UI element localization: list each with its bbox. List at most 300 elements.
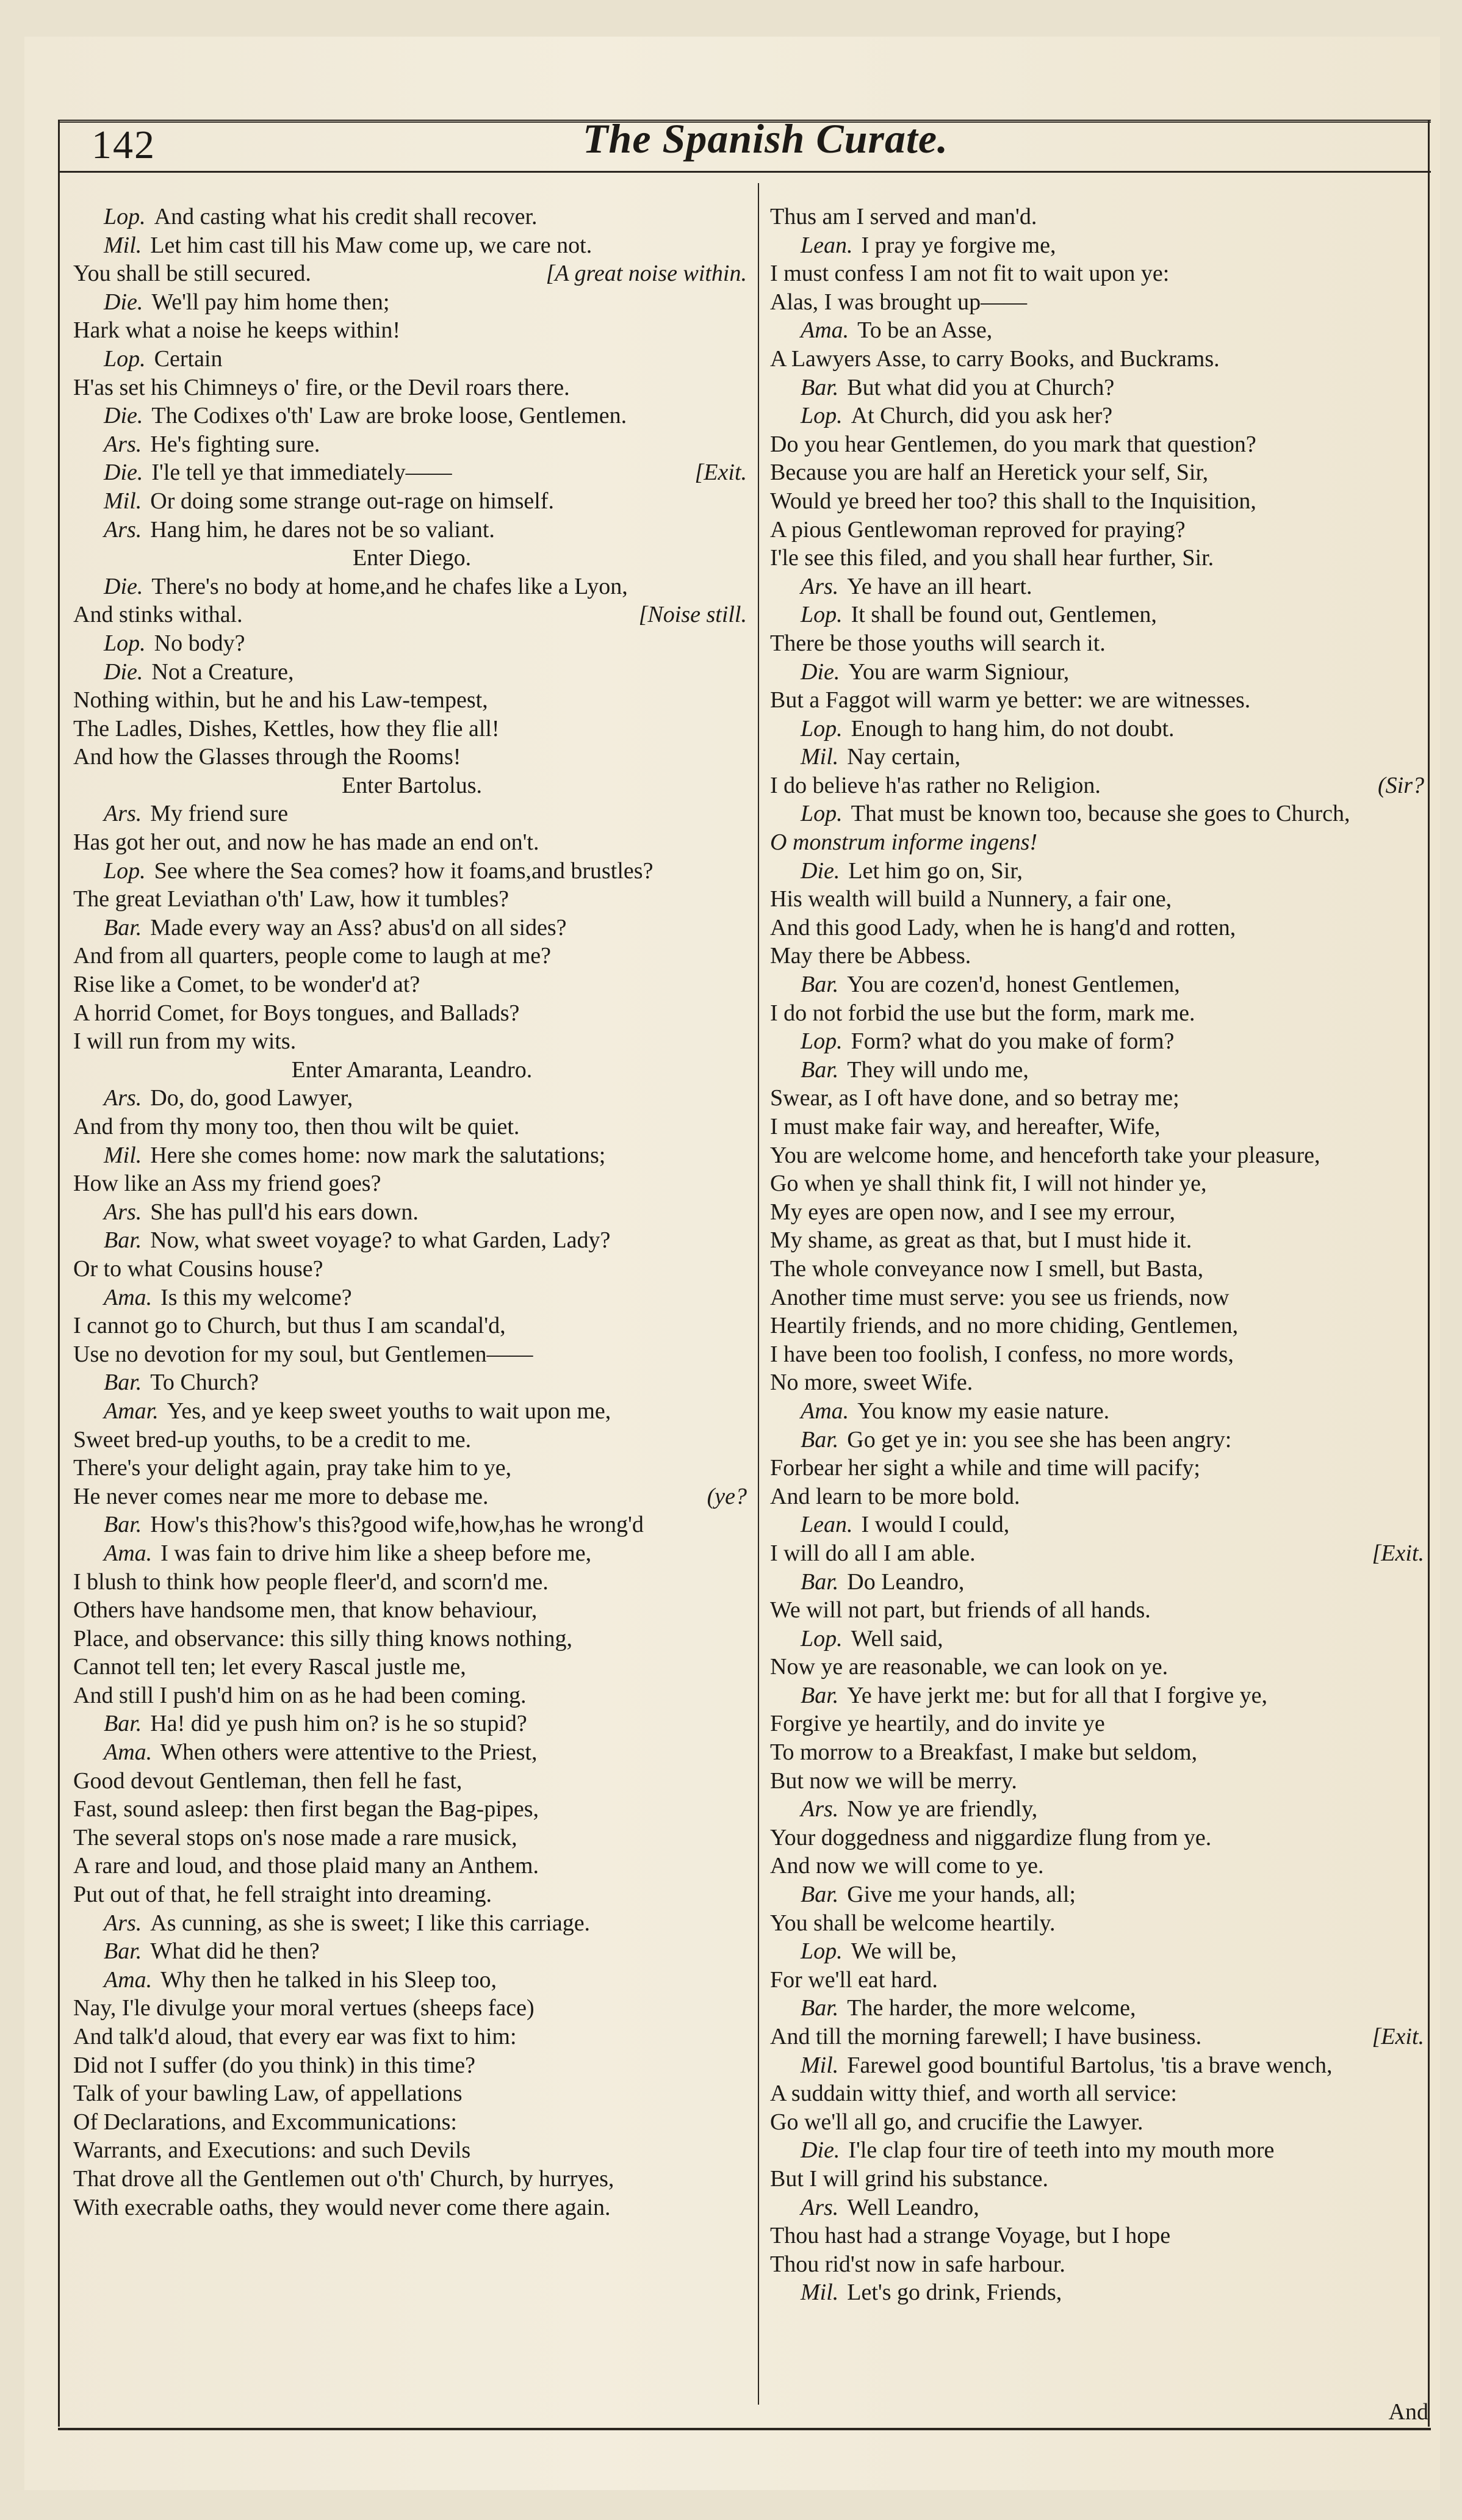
line-text: He's fighting sure.	[150, 431, 320, 457]
verse-line	[770, 1539, 1428, 1568]
line-text: What did he then?	[150, 1938, 320, 1965]
marginal-direction: [Exit.	[1372, 2024, 1424, 2049]
speaker-label: Die.	[801, 2137, 840, 2164]
verse-line	[770, 1511, 1428, 1539]
line-text: You shall be welcome heartily.	[770, 1910, 1056, 1936]
line-text: I pray ye forgive me,	[861, 232, 1056, 258]
stage-direction	[73, 1056, 751, 1085]
speaker-label: Lop.	[801, 1028, 843, 1055]
speaker-label: Die.	[801, 659, 840, 685]
line-text: That must be known too, because she goes to Church,	[851, 801, 1350, 827]
verse-line	[73, 857, 751, 886]
speaker-label: Ama.	[104, 1284, 153, 1310]
verse-line	[770, 1056, 1428, 1085]
line-text: But I will grind his substance.	[770, 2165, 1048, 2192]
verse-line	[73, 203, 751, 231]
speaker-label: Bar.	[104, 1227, 142, 1254]
verse-line	[770, 1880, 1428, 1909]
line-text: I do believe h'as rather no Religion.	[770, 772, 1101, 798]
line-text: I will do all I am able.	[770, 1540, 976, 1566]
line-text: To be an Asse,	[857, 317, 993, 344]
line-text: You know my easie nature.	[857, 1398, 1110, 1424]
speaker-label: Lop.	[801, 715, 843, 742]
line-text: Thou rid'st now in safe harbour.	[770, 2251, 1065, 2277]
line-text: There's your delight again, pray take him to ye,	[73, 1455, 512, 1481]
speaker-label: Die.	[104, 659, 143, 685]
speaker-label: Amar.	[104, 1398, 159, 1424]
verse-line	[73, 1653, 751, 1681]
verse-line	[73, 658, 751, 687]
verse-line	[73, 1937, 751, 1966]
line-text: The great Leviathan o'th' Law, how it tumbles?	[73, 886, 510, 912]
verse-line	[770, 2108, 1428, 2137]
line-text: And now we will come to ye.	[770, 1853, 1044, 1879]
speaker-label: Mil.	[104, 1142, 142, 1168]
verse-line	[770, 1767, 1428, 1796]
verse-line	[770, 771, 1428, 800]
marginal-direction: [Noise still.	[638, 602, 747, 628]
verse-line	[770, 1141, 1428, 1170]
verse-line	[73, 516, 751, 544]
line-text: For we'll eat hard.	[770, 1966, 938, 1993]
verse-line	[770, 2278, 1428, 2307]
verse-line	[73, 2193, 751, 2222]
line-text: We will not part, but friends of all hands.	[770, 1597, 1151, 1623]
line-text: We'll pay him home then;	[151, 289, 390, 315]
line-text: And from all quarters, people come to laugh at me?	[73, 943, 551, 969]
verse-line	[770, 1454, 1428, 1482]
line-text: Ye have an ill heart.	[847, 573, 1032, 599]
verse-line	[73, 1312, 751, 1340]
line-text: Nothing within, but he and his Law-tempest,	[73, 687, 488, 713]
line-text: We will be,	[851, 1938, 957, 1965]
verse-line	[770, 1482, 1428, 1511]
speaker-label: Lop.	[104, 857, 146, 884]
line-text: I would I could,	[861, 1512, 1010, 1538]
verse-line	[73, 743, 751, 771]
stage-direction-text: Enter Diego.	[352, 545, 472, 571]
header-underline	[58, 171, 1431, 173]
speaker-label: Ama.	[801, 1398, 849, 1424]
verse-line	[770, 1226, 1428, 1255]
speaker-label: Ars.	[104, 516, 142, 543]
line-text: I must confess I am not fit to wait upon ye:	[770, 261, 1170, 287]
speaker-label: Mil.	[104, 488, 142, 514]
verse-line	[770, 885, 1428, 914]
verse-line	[73, 686, 751, 715]
verse-line	[73, 316, 751, 345]
verse-line	[770, 1937, 1428, 1966]
line-text: Let him cast till his Maw come up, we care not.	[150, 232, 592, 258]
line-text: Why then he talked in his Sleep too,	[160, 1966, 497, 1993]
marginal-direction: (ye?	[707, 1483, 747, 1509]
verse-line	[73, 601, 751, 629]
line-text: Do you hear Gentlemen, do you mark that question?	[770, 431, 1256, 457]
line-text: My friend sure	[150, 801, 289, 827]
verse-line	[770, 1255, 1428, 1283]
verse-line	[73, 1255, 751, 1283]
speaker-label: Lop.	[104, 345, 146, 372]
line-text: Thou hast had a strange Voyage, but I hope	[770, 2223, 1171, 2249]
line-text: Ye have jerkt me: but for all that I forgive ye,	[847, 1682, 1268, 1708]
line-text: Alas, I was brought up——	[770, 289, 1028, 315]
line-text: Rise like a Comet, to be wonder'd at?	[73, 972, 420, 998]
line-text: Swear, as I oft have done, and so betray me;	[770, 1085, 1179, 1111]
line-text: I must make fair way, and hereafter, Wife,	[770, 1114, 1161, 1139]
verse-line	[73, 828, 751, 857]
verse-line	[770, 1909, 1428, 1938]
verse-line	[73, 1994, 751, 2023]
speaker-label: Mil.	[104, 232, 142, 258]
line-text: I'le tell ye that immediately——	[151, 460, 452, 486]
verse-line	[770, 800, 1428, 828]
verse-line	[770, 430, 1428, 459]
verse-line	[73, 1397, 751, 1426]
verse-line	[770, 828, 1428, 857]
speaker-label: Ars.	[104, 1199, 142, 1225]
line-text: You are cozen'd, honest Gentlemen,	[847, 972, 1180, 998]
line-text: Here she comes home: now mark the salutations;	[150, 1142, 606, 1168]
verse-line	[770, 316, 1428, 345]
line-text: At Church, did you ask her?	[851, 403, 1113, 429]
verse-line	[770, 999, 1428, 1028]
page-number: 142	[92, 123, 156, 167]
verse-line	[73, 1169, 751, 1198]
verse-line	[770, 516, 1428, 544]
line-text: Yes, and ye keep sweet youths to wait upon me,	[167, 1398, 611, 1424]
line-text: When others were attentive to the Priest,	[160, 1739, 538, 1766]
line-text: Farewel good bountiful Bartolus, 'tis a brave wench,	[847, 2052, 1333, 2078]
verse-line	[770, 1312, 1428, 1340]
verse-line	[770, 572, 1428, 601]
line-text: And from thy mony too, then thou wilt be quiet.	[73, 1114, 520, 1139]
line-text: A pious Gentlewoman reproved for praying?	[770, 516, 1186, 543]
speaker-label: Lop.	[801, 1625, 843, 1652]
speaker-label: Bar.	[801, 374, 839, 400]
line-text: Go we'll all go, and crucifie the Lawyer.	[770, 2109, 1143, 2135]
speaker-label: Bar.	[801, 1995, 839, 2021]
speaker-label: Bar.	[104, 1512, 142, 1538]
speaker-label: Ama.	[801, 317, 849, 344]
line-text: With execrable oaths, they would never come there again.	[73, 2194, 611, 2220]
left-border	[58, 120, 60, 2427]
line-text: And stinks withal.	[73, 602, 243, 628]
line-text: Nay, I'le divulge your moral vertues (sheeps face)	[73, 1995, 535, 2021]
stage-direction-text: Enter Amaranta, Leandro.	[291, 1056, 533, 1083]
verse-line	[770, 1568, 1428, 1597]
line-text: H'as set his Chimneys o' fire, or the Devil roars there.	[73, 374, 570, 400]
verse-line	[73, 487, 751, 516]
line-text: Give me your hands, all;	[847, 1882, 1076, 1908]
speaker-label: Die.	[104, 403, 143, 429]
verse-line	[770, 1426, 1428, 1454]
line-text: I have been too foolish, I confess, no more words,	[770, 1341, 1234, 1367]
line-text: And still I push'd him on as he had been coming.	[73, 1682, 527, 1708]
verse-line	[73, 914, 751, 942]
line-text: Fast, sound asleep: then first began the Bag-pipes,	[73, 1796, 539, 1822]
verse-line	[770, 2193, 1428, 2222]
verse-line	[770, 1994, 1428, 2023]
line-text: A rare and loud, and those plaid many an Anthem.	[73, 1853, 539, 1879]
column-divider	[758, 183, 759, 2405]
verse-line	[73, 1767, 751, 1796]
verse-line	[73, 2165, 751, 2193]
verse-line	[770, 288, 1428, 317]
verse-line	[73, 800, 751, 828]
verse-line	[73, 1141, 751, 1170]
verse-line	[770, 1738, 1428, 1767]
line-text: To Church?	[150, 1370, 259, 1396]
verse-line	[73, 1709, 751, 1738]
verse-line	[770, 458, 1428, 487]
line-text: But a Faggot will warm ye better: we are witnesses.	[770, 687, 1251, 713]
speaker-label: Bar.	[104, 1711, 142, 1737]
stage-direction	[73, 771, 751, 800]
line-text: The harder, the more welcome,	[847, 1995, 1136, 2021]
speaker-label: Ama.	[104, 1739, 153, 1766]
verse-line	[770, 1027, 1428, 1056]
line-text: Now ye are friendly,	[847, 1796, 1038, 1822]
line-text: Forbear her sight a while and time will pacify;	[770, 1455, 1200, 1481]
speaker-label: Bar.	[801, 1056, 839, 1083]
verse-line	[73, 1738, 751, 1767]
speaker-label: Bar.	[801, 1682, 839, 1708]
line-text: You shall be still secured.	[73, 261, 311, 287]
line-text: There's no body at home,and he chafes like a Lyon,	[151, 573, 628, 599]
speaker-label: Ars.	[104, 431, 142, 457]
verse-line	[770, 914, 1428, 942]
line-text: The Ladles, Dishes, Kettles, how they flie all!	[73, 715, 500, 742]
line-text: Do, do, good Lawyer,	[150, 1085, 353, 1111]
speaker-label: Bar.	[801, 1882, 839, 1908]
line-text: See where the Sea comes? how it foams,and brustles?	[154, 857, 654, 884]
verse-line	[73, 942, 751, 970]
line-text: She has pull'd his ears down.	[150, 1199, 419, 1225]
speaker-label: Mil.	[801, 2052, 839, 2078]
line-text: But what did you at Church?	[847, 374, 1115, 400]
verse-line	[770, 1653, 1428, 1681]
line-text: A suddain witty thief, and worth all service:	[770, 2081, 1177, 2107]
speaker-label: Lean.	[801, 1512, 853, 1538]
speaker-label: Bar.	[801, 1426, 839, 1453]
speaker-label: Ars.	[801, 2194, 839, 2220]
line-text: How like an Ass my friend goes?	[73, 1171, 381, 1197]
line-text: Others have handsome men, that know behaviour,	[73, 1597, 538, 1623]
line-text: No more, sweet Wife.	[770, 1370, 973, 1396]
line-text: Put out of that, he fell straight into dreaming.	[73, 1882, 492, 1908]
verse-line	[770, 1169, 1428, 1198]
line-text: I'le see this filed, and you shall hear further, Sir.	[770, 545, 1214, 571]
speaker-label: Bar.	[104, 1938, 142, 1965]
line-text: Hang him, he dares not be so valiant.	[150, 516, 495, 543]
marginal-direction: [A great noise within.	[546, 261, 747, 287]
line-text: Heartily friends, and no more chiding, Gentlemen,	[770, 1313, 1239, 1339]
line-text: How's this?how's this?good wife,how,has he wrong'd	[150, 1512, 644, 1538]
line-text: Now, what sweet voyage? to what Garden, Lady?	[150, 1227, 611, 1254]
verse-line	[73, 1482, 751, 1511]
verse-line	[770, 743, 1428, 771]
verse-line	[770, 1824, 1428, 1852]
verse-line	[73, 2079, 751, 2108]
line-text: You are welcome home, and henceforth take your pleasure,	[770, 1142, 1320, 1168]
verse-line	[770, 1113, 1428, 1141]
line-text: Did not I suffer (do you think) in this time?	[73, 2052, 475, 2078]
speaker-label: Mil.	[801, 744, 839, 770]
line-text: Warrants, and Executions: and such Devils	[73, 2137, 471, 2164]
line-text: No body?	[154, 630, 245, 656]
line-text: His wealth will build a Nunnery, a fair one,	[770, 886, 1172, 912]
speaker-label: Bar.	[801, 1569, 839, 1595]
speaker-label: Bar.	[104, 1370, 142, 1396]
verse-line	[770, 345, 1428, 374]
line-text: Would ye breed her too? this shall to the Inquisition,	[770, 488, 1256, 514]
speaker-label: Bar.	[104, 914, 142, 940]
line-text: Go get ye in: you see she has been angry:	[847, 1426, 1232, 1453]
verse-line	[73, 1511, 751, 1539]
verse-line	[770, 1709, 1428, 1738]
verse-line	[73, 1966, 751, 1995]
verse-line	[770, 1795, 1428, 1824]
verse-line	[73, 1226, 751, 1255]
speaker-label: Ars.	[104, 1910, 142, 1936]
verse-line	[73, 458, 751, 487]
verse-line	[770, 1681, 1428, 1710]
speaker-label: Die.	[104, 289, 143, 315]
line-text: May there be Abbess.	[770, 943, 971, 969]
line-text: Nay certain,	[847, 744, 960, 770]
verse-line	[73, 2023, 751, 2051]
verse-line	[770, 1625, 1428, 1653]
verse-line	[73, 1198, 751, 1227]
line-text: He never comes near me more to debase me.	[73, 1483, 489, 1509]
speaker-label: Lop.	[801, 801, 843, 827]
line-text: Use no devotion for my soul, but Gentlemen——	[73, 1341, 533, 1367]
line-text: Is this my welcome?	[160, 1284, 352, 1310]
verse-line	[73, 1824, 751, 1852]
verse-line	[73, 2051, 751, 2080]
line-text: There be those youths will search it.	[770, 630, 1106, 656]
line-text: I'le clap four tire of teeth into my mouth more	[848, 2137, 1275, 2164]
line-text: That drove all the Gentlemen out o'th' Church, by hurryes,	[73, 2165, 614, 2192]
verse-line	[73, 1539, 751, 1568]
line-text: Go when ye shall think fit, I will not hinder ye,	[770, 1171, 1207, 1197]
verse-line	[770, 2222, 1428, 2250]
line-text: Now ye are reasonable, we can look on ye.	[770, 1654, 1169, 1680]
verse-line	[770, 1084, 1428, 1113]
line-text: Enough to hang him, do not doubt.	[851, 715, 1175, 742]
verse-line	[770, 2136, 1428, 2165]
line-text: Let's go drink, Friends,	[847, 2280, 1062, 2306]
line-text: Or doing some strange out-rage on himself.	[150, 488, 554, 514]
verse-line	[770, 374, 1428, 402]
line-text: The whole conveyance now I smell, but Basta,	[770, 1255, 1204, 1282]
marginal-direction: (Sir?	[1378, 772, 1424, 798]
catchword: And	[1388, 2399, 1428, 2425]
verse-line	[770, 1283, 1428, 1312]
line-text: I cannot go to Church, but thus I am scandal'd,	[73, 1313, 506, 1339]
verse-line	[770, 970, 1428, 999]
line-text: The several stops on's nose made a rare musick,	[73, 1824, 517, 1850]
verse-line	[73, 970, 751, 999]
verse-line	[770, 2051, 1428, 2080]
verse-line	[73, 231, 751, 260]
verse-line	[770, 2165, 1428, 2193]
line-text: Good devout Gentleman, then fell he fast,	[73, 1767, 463, 1794]
speaker-label: Lop.	[801, 1938, 843, 1965]
speaker-label: Die.	[801, 857, 840, 884]
verse-line	[73, 1852, 751, 1880]
line-text: I do not forbid the use but the form, mark me.	[770, 1000, 1195, 1026]
verse-line	[73, 2136, 751, 2165]
speaker-label: Die.	[104, 460, 143, 486]
right-border	[1428, 120, 1430, 2427]
verse-line	[770, 2250, 1428, 2279]
line-text: O monstrum informe ingens!	[770, 829, 1038, 856]
verse-line	[770, 1368, 1428, 1397]
verse-line	[770, 2079, 1428, 2108]
verse-line	[770, 1852, 1428, 1880]
speaker-label: Ars.	[104, 1085, 142, 1111]
verse-line	[770, 629, 1428, 658]
speaker-label: Lop.	[104, 204, 146, 229]
line-text: Another time must serve: you see us friends, now	[770, 1284, 1230, 1310]
speaker-label: Lop.	[801, 602, 843, 628]
left-column	[73, 203, 751, 2222]
verse-line	[73, 572, 751, 601]
line-text: My shame, as great as that, but I must hide it.	[770, 1227, 1192, 1254]
verse-line	[770, 203, 1428, 231]
line-text: Made every way an Ass? abus'd on all sides?	[150, 914, 567, 940]
verse-line	[73, 1368, 751, 1397]
verse-line	[73, 288, 751, 317]
line-text: They will undo me,	[847, 1056, 1029, 1083]
line-text: Has got her out, and now he has made an end on't.	[73, 829, 539, 856]
speaker-label: Die.	[104, 573, 143, 599]
speaker-label: Ama.	[104, 1540, 153, 1566]
verse-line	[770, 1966, 1428, 1995]
verse-line	[73, 259, 751, 288]
line-text: I will run from my wits.	[73, 1028, 297, 1055]
line-text: Hark what a noise he keeps within!	[73, 317, 401, 344]
verse-line	[73, 1681, 751, 1710]
stage-direction	[73, 544, 751, 572]
speaker-label: Bar.	[801, 972, 839, 998]
verse-line	[770, 715, 1428, 743]
verse-line	[770, 2023, 1428, 2051]
verse-line	[73, 402, 751, 430]
verse-line	[770, 259, 1428, 288]
line-text: Do Leandro,	[847, 1569, 965, 1595]
line-text: Not a Creature,	[151, 659, 294, 685]
line-text: Ha! did ye push him on? is he so stupid?	[150, 1711, 527, 1737]
line-text: The Codixes o'th' Law are broke loose, Gentlemen.	[151, 403, 627, 429]
verse-line	[770, 231, 1428, 260]
line-text: Because you are half an Heretick your self, Sir,	[770, 460, 1209, 486]
verse-line	[770, 1397, 1428, 1426]
line-text: I was fain to drive him like a sheep before me,	[160, 1540, 592, 1566]
speaker-label: Ama.	[104, 1966, 153, 1993]
line-text: Well Leandro,	[847, 2194, 979, 2220]
line-text: But now we will be merry.	[770, 1767, 1017, 1794]
verse-line	[73, 715, 751, 743]
speaker-label: Lop.	[104, 630, 146, 656]
line-text: Well said,	[851, 1625, 943, 1652]
verse-line	[73, 1027, 751, 1056]
verse-line	[73, 1113, 751, 1141]
speaker-label: Ars.	[801, 573, 839, 599]
running-title: The Spanish Curate.	[583, 115, 949, 162]
verse-line	[73, 374, 751, 402]
